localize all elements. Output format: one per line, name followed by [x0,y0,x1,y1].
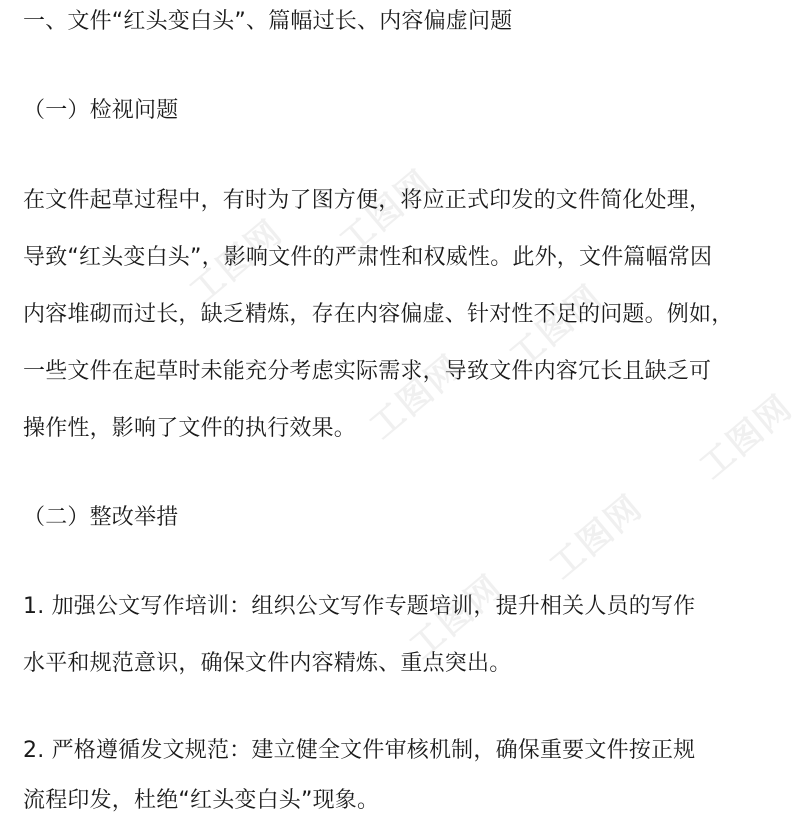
watermark: 工图网 [502,277,611,378]
section-title-rectification: （二）整改举措 [23,505,179,530]
watermark: 工图网 [362,347,471,448]
list-item-line: 2. 严格遵循发文规范：建立健全文件审核机制，确保重要文件按正规 [23,738,696,763]
section-title-inspection: （一）检视问题 [23,98,179,123]
list-item-line: 流程印发，杜绝“红头变白头”现象。 [23,788,380,813]
watermark: 工图网 [332,162,441,263]
paragraph-line: 在文件起草过程中，有时为了图方便，将应正式印发的文件简化处理， [23,188,712,213]
watermark: 工图网 [542,487,651,588]
watermark: 工图网 [692,387,801,488]
paragraph-line: 操作性，影响了文件的执行效果。 [23,416,357,441]
watermark: 工图网 [182,212,291,313]
paragraph-line: 内容堆砌而过长，缺乏精炼，存在内容偏虚、针对性不足的问题。例如， [23,302,734,327]
paragraph-line: 导致“红头变白头”，影响文件的严肃性和权威性。此外，文件篇幅常因 [23,245,713,270]
list-item-line: 水平和规范意识，确保文件内容精炼、重点突出。 [23,651,512,676]
watermark: 工图网 [402,567,511,668]
document-heading: 一、文件“红头变白头”、篇幅过长、内容偏虚问题 [23,9,513,34]
paragraph-line: 一些文件在起草时未能充分考虑实际需求，导致文件内容冗长且缺乏可 [23,359,712,384]
list-item-line: 1. 加强公文写作培训：组织公文写作专题培训，提升相关人员的写作 [23,594,696,619]
